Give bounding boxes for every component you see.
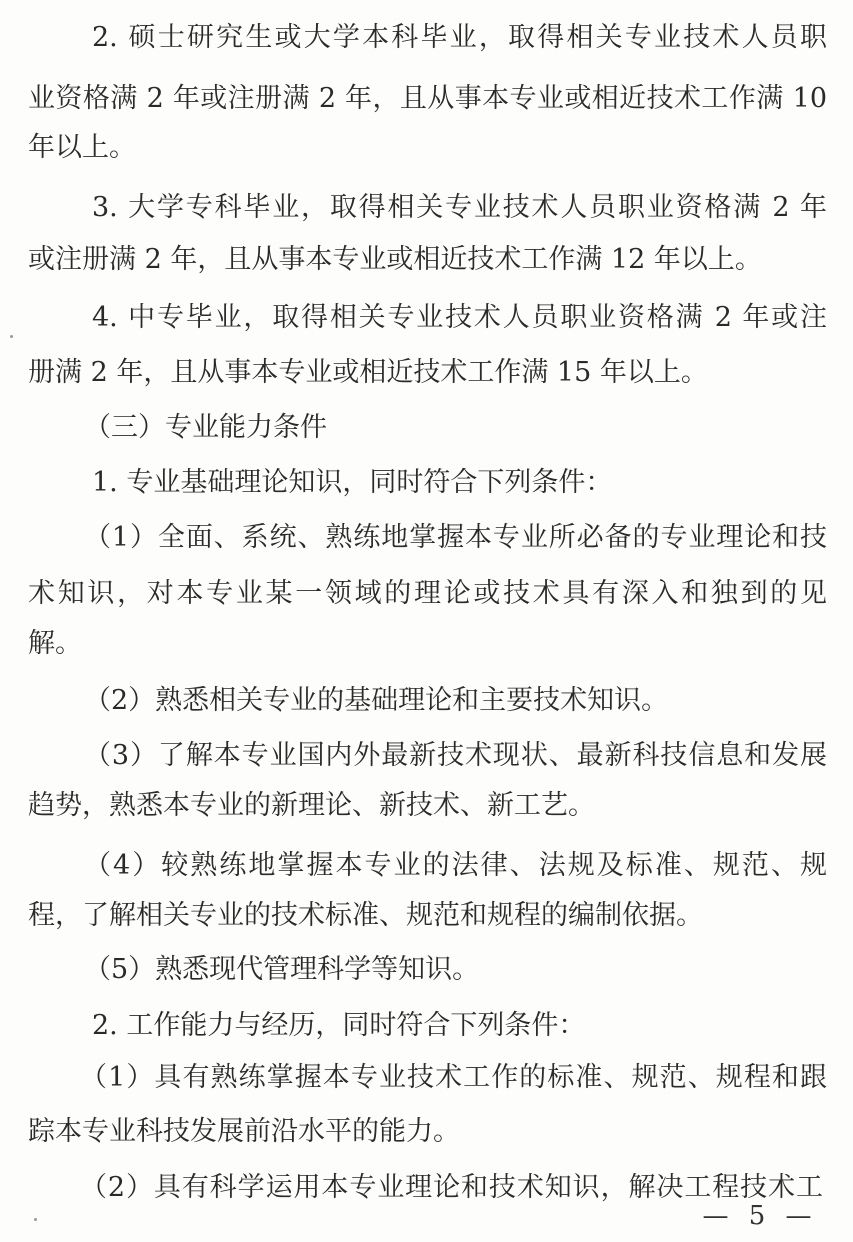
paragraph-line: 趋势，熟悉本专业的新理论、新技术、新工艺。 bbox=[28, 790, 595, 821]
paragraph-line: 4. 中专毕业，取得相关专业技术人员职业资格满 2 年或注 bbox=[92, 302, 827, 333]
paragraph-line: 解。 bbox=[28, 628, 82, 659]
paragraph-line: 年以上。 bbox=[28, 132, 136, 163]
paragraph-line: （2）具有科学运用本专业理论和技术知识，解决工程技术工 bbox=[80, 1172, 823, 1203]
paragraph-line: 或注册满 2 年，且从事本专业或相近技术工作满 12 年以上。 bbox=[28, 244, 762, 275]
paragraph-line: （3）了解本专业国内外最新技术现状、最新科技信息和发展 bbox=[84, 740, 827, 771]
paragraph-line: （1）具有熟练掌握本专业技术工作的标准、规范、规程和跟 bbox=[80, 1062, 827, 1093]
paragraph-line: （4）较熟练地掌握本专业的法律、法规及标准、规范、规 bbox=[84, 850, 827, 881]
paragraph-line: 踪本专业科技发展前沿水平的能力。 bbox=[28, 1116, 460, 1147]
paragraph-line: 册满 2 年，且从事本专业或相近技术工作满 15 年以上。 bbox=[28, 357, 708, 388]
paragraph-line: 1. 专业基础理论知识，同时符合下列条件： bbox=[92, 467, 613, 498]
paragraph-line: 术知识，对本专业某一领域的理论或技术具有深入和独到的见 bbox=[28, 578, 827, 609]
paragraph-line: 3. 大学专科毕业，取得相关专业技术人员职业资格满 2 年 bbox=[92, 192, 827, 223]
paragraph-line: （2）熟悉相关专业的基础理论和主要技术知识。 bbox=[84, 685, 669, 716]
paragraph-line: （5）熟悉现代管理科学等知识。 bbox=[84, 954, 480, 985]
scan-speck bbox=[10, 335, 13, 338]
paragraph-line: 2. 硕士研究生或大学本科毕业，取得相关专业技术人员职 bbox=[92, 22, 827, 53]
page-number: — 5 — bbox=[702, 1201, 818, 1231]
paragraph-line: 业资格满 2 年或注册满 2 年，且从事本专业或相近技术工作满 10 bbox=[28, 83, 827, 114]
paragraph-line: 程，了解相关专业的技术标准、规范和规程的编制依据。 bbox=[28, 900, 703, 931]
paragraph-line: （1）全面、系统、熟练地掌握本专业所必备的专业理论和技 bbox=[84, 522, 827, 553]
scan-speck bbox=[34, 1218, 37, 1221]
section-heading: （三）专业能力条件 bbox=[84, 412, 327, 443]
paragraph-line: 2. 工作能力与经历，同时符合下列条件： bbox=[92, 1010, 586, 1041]
